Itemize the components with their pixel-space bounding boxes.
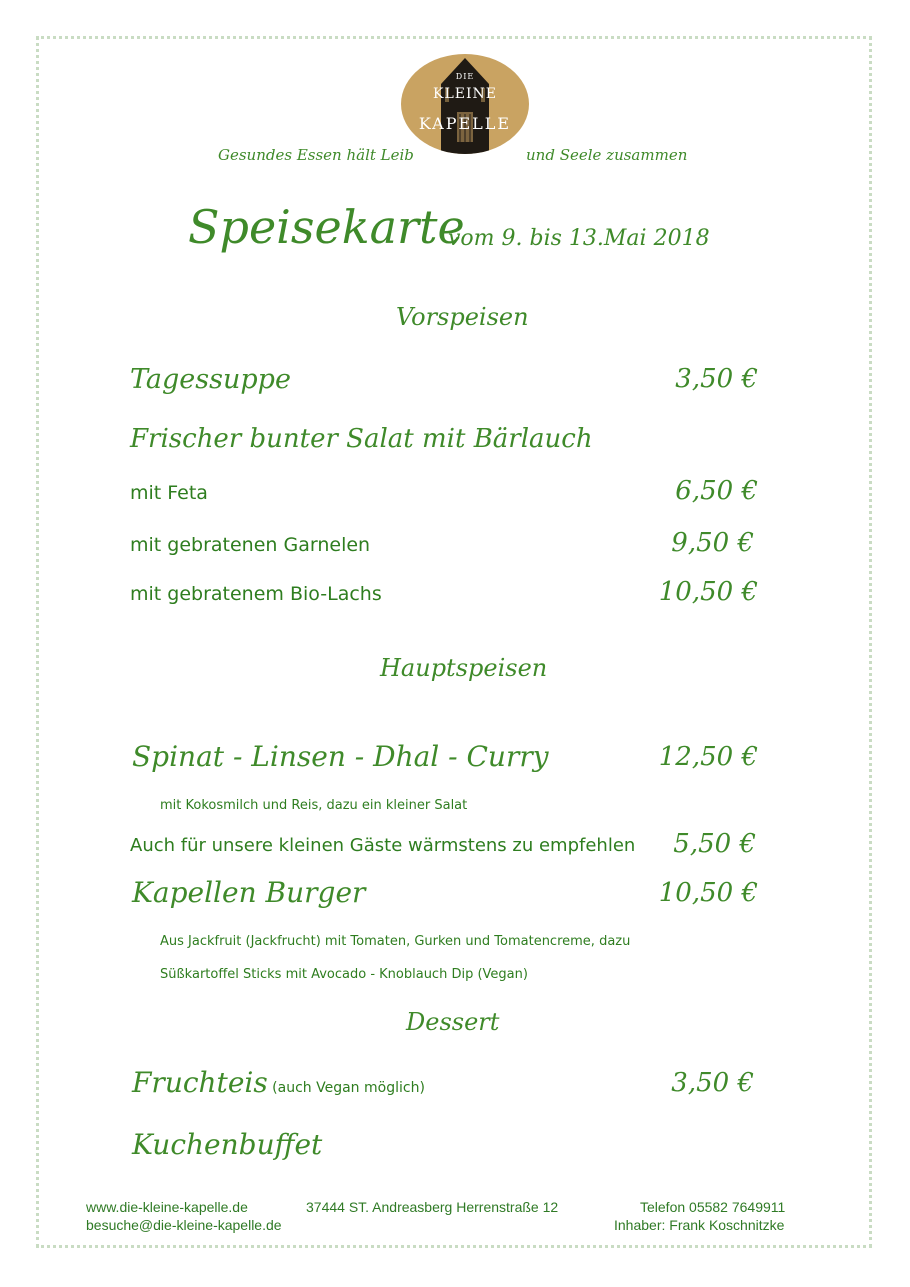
tagline-right: und Seele zusammen xyxy=(526,146,688,164)
item-burger-name: Kapellen Burger xyxy=(132,876,366,909)
item-fruchteis xyxy=(132,1066,425,1099)
item-kuchenbuffet-name: Kuchenbuffet xyxy=(132,1128,323,1161)
chapel-icon xyxy=(401,54,529,154)
item-tagessuppe-price: 3,50 € xyxy=(675,364,758,394)
item-curry-name: Spinat - Linsen - Dhal - Curry xyxy=(132,740,549,773)
section-dessert: Dessert xyxy=(406,1008,500,1036)
item-burger-price: 10,50 € xyxy=(658,878,758,908)
footer-website[interactable]: www.die-kleine-kapelle.de xyxy=(86,1199,248,1215)
logo-text-die: DIE xyxy=(455,72,475,81)
footer-owner: Inhaber: Frank Koschnitzke xyxy=(614,1217,785,1233)
footer-email[interactable]: besuche@die-kleine-kapelle.de xyxy=(86,1217,282,1233)
item-feta-name: mit Feta xyxy=(130,482,208,504)
item-kinder-price: 5,50 € xyxy=(673,829,756,859)
item-kinder-name: Auch für unsere kleinen Gäste wärmstens zu empfehlen xyxy=(130,835,636,856)
item-fruchteis-note: (auch Vegan möglich) xyxy=(272,1080,425,1096)
section-hauptspeisen: Hauptspeisen xyxy=(380,654,548,682)
tagline-left: Gesundes Essen hält Leib xyxy=(218,146,414,164)
page-subtitle: vom 9. bis 13.Mai 2018 xyxy=(448,226,710,251)
item-burger-desc-2: Süßkartoffel Sticks mit Avocado - Knoblauch Dip (Vegan) xyxy=(160,967,528,982)
item-fruchteis-name: Fruchteis xyxy=(132,1066,268,1099)
section-vorspeisen: Vorspeisen xyxy=(396,303,529,331)
item-tagessuppe-name: Tagessuppe xyxy=(130,364,291,395)
item-lachs-price: 10,50 € xyxy=(658,577,758,607)
footer-phone: Telefon 05582 7649911 xyxy=(640,1199,786,1215)
item-burger-desc-1: Aus Jackfruit (Jackfrucht) mit Tomaten, Gurken und Tomatencreme, dazu xyxy=(160,934,631,949)
footer-address: 37444 ST. Andreasberg Herrenstraße 12 xyxy=(306,1199,559,1215)
page-title: Speisekarte xyxy=(188,200,465,254)
item-feta-price: 6,50 € xyxy=(675,476,758,506)
kapelle-logo xyxy=(401,54,529,154)
item-fruchteis-price: 3,50 € xyxy=(671,1068,754,1098)
item-curry-desc: mit Kokosmilch und Reis, dazu ein kleiner Salat xyxy=(160,798,468,813)
logo-text-kleine: KLEINE xyxy=(433,86,497,102)
item-garnelen-name: mit gebratenen Garnelen xyxy=(130,534,371,556)
item-garnelen-price: 9,50 € xyxy=(671,528,754,558)
item-lachs-name: mit gebratenem Bio-Lachs xyxy=(130,583,382,605)
logo-text-kapelle: KAPELLE xyxy=(418,114,512,133)
item-salat-name: Frischer bunter Salat mit Bärlauch xyxy=(130,424,593,454)
item-curry-price: 12,50 € xyxy=(658,742,758,772)
